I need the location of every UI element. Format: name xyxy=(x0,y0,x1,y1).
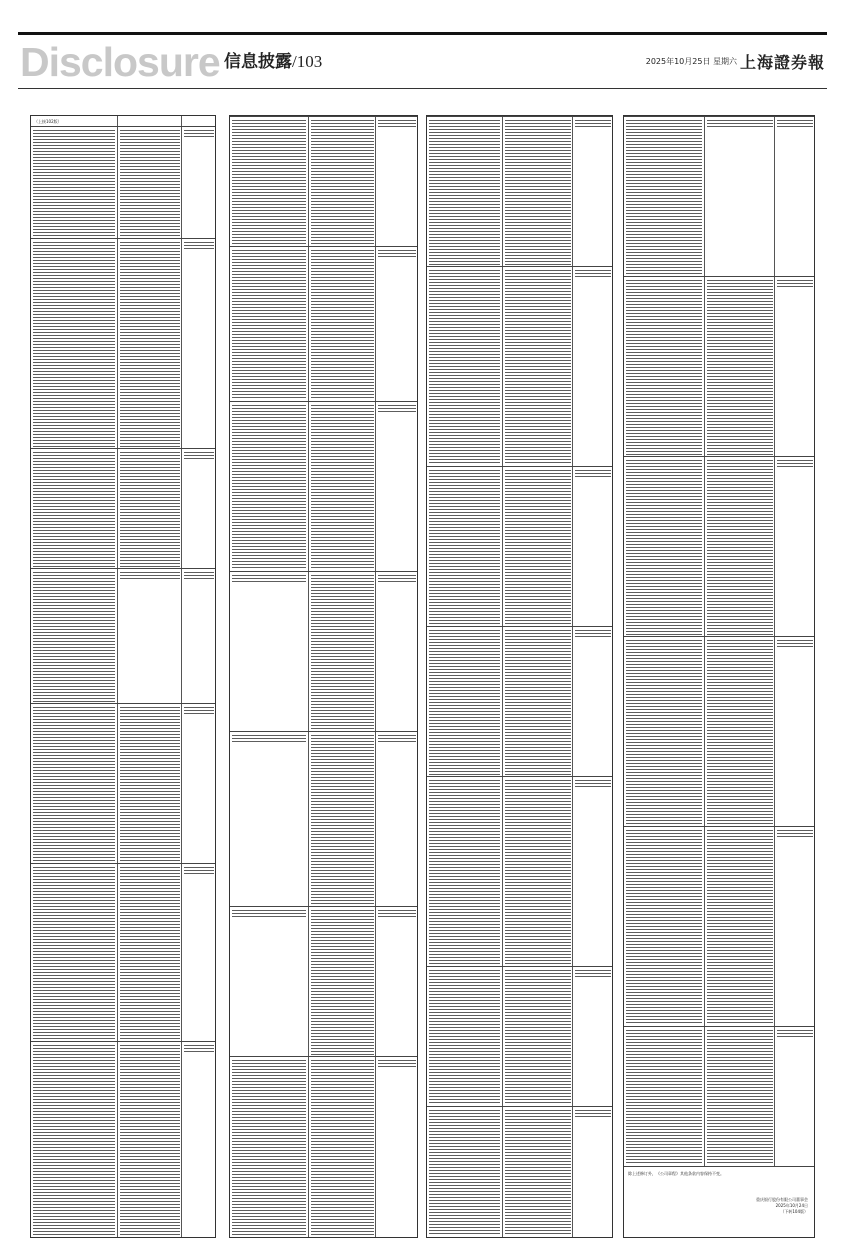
table-row xyxy=(427,466,612,627)
table-row xyxy=(31,448,215,569)
newspaper-logo: 上海證券報 xyxy=(739,53,825,72)
table-row xyxy=(31,703,215,864)
top-rule xyxy=(18,32,827,35)
section-brand: Disclosure xyxy=(20,39,220,85)
notice-footer xyxy=(624,1166,814,1238)
section-name: 信息披露 xyxy=(224,52,292,72)
table-row xyxy=(427,966,612,1107)
table-row xyxy=(31,126,215,239)
table-row xyxy=(427,626,612,777)
table-row xyxy=(230,906,417,1057)
table-row xyxy=(230,401,417,572)
table-row xyxy=(624,636,814,827)
table-row xyxy=(624,116,814,277)
table-row xyxy=(31,1041,215,1238)
table-row xyxy=(230,1056,417,1238)
table-row xyxy=(624,826,814,1027)
continued-from-caption: （上接102版） xyxy=(34,119,62,124)
table-row xyxy=(31,238,215,449)
page-number: /103 xyxy=(292,52,323,71)
column-4 xyxy=(623,115,815,1238)
table-row xyxy=(230,246,417,402)
header-rule xyxy=(18,88,827,89)
table-row xyxy=(230,571,417,732)
page-title xyxy=(224,52,322,72)
table-row xyxy=(230,731,417,907)
table-row xyxy=(427,1106,612,1238)
table-row xyxy=(427,266,612,467)
sign-date: 2025年10月24日 xyxy=(775,1203,808,1208)
table-row xyxy=(624,276,814,457)
column-1 xyxy=(30,115,216,1238)
continued-marker: （下转104版） xyxy=(780,1209,808,1214)
table-row xyxy=(624,1026,814,1167)
masthead xyxy=(18,39,827,85)
column-2 xyxy=(229,115,418,1238)
closing-note: 除上述修订外，《公司章程》其他条款内容保持不变。 xyxy=(628,1171,724,1176)
table-row xyxy=(624,456,814,637)
table-row xyxy=(31,568,215,704)
column-3 xyxy=(426,115,613,1238)
issue-date: 2025年10月25日 星期六 xyxy=(645,57,737,66)
table-row xyxy=(427,116,612,267)
table-row xyxy=(427,776,612,967)
signer: 重庆银行股份有限公司董事会 xyxy=(756,1197,808,1202)
table-row xyxy=(31,863,215,1042)
table-row xyxy=(230,116,417,247)
